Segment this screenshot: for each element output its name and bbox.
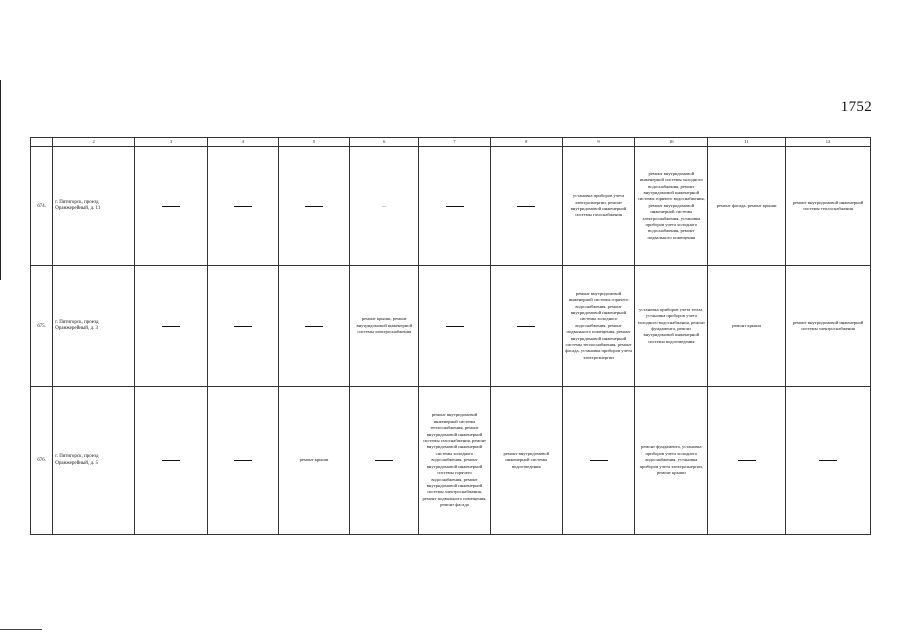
work-cell: ремонт крыши, ремонт внутридомовой инженерной системы электроснабжения [350, 266, 419, 387]
empty-cell [207, 387, 278, 535]
dash [162, 206, 180, 207]
empty-cell [708, 387, 786, 535]
empty-cell [278, 147, 350, 266]
column-number-row [31, 138, 871, 147]
dash [819, 460, 837, 461]
dash [162, 326, 180, 327]
work-cell: ремонт фасада, ремонт крыши [708, 147, 786, 266]
page-number: 1752 [840, 99, 872, 115]
column-number: 6 [350, 138, 419, 147]
empty-cell [350, 387, 419, 535]
row-number: 676. [31, 387, 53, 535]
empty-cell [135, 266, 208, 387]
row-number: 675. [31, 266, 53, 387]
dash [446, 206, 464, 207]
table-row [31, 387, 871, 535]
work-cell: ремонт внутридомовой инженерной системы горячего водоснабжения, ремонт внутридомовой инженерной системы холодного водоснабжения, ремонт подвального помещения, ремонт внутридомовой инженерной системы теплоснабжения, ремонт фасада, установка приборов учета электроэнергии [562, 266, 635, 387]
column-number: 8 [490, 138, 562, 147]
dash [234, 460, 252, 461]
column-number: 12 [786, 138, 871, 147]
table-row [31, 266, 871, 387]
work-cell: ремонт внутридомовой инженерной системы электроснабжения [786, 266, 871, 387]
empty-cell [135, 387, 208, 535]
work-cell: ремонт фундамента, установка приборов учета холодного водоснабжения, установка приборов учета электроэнергии, ремонт крыши [635, 387, 708, 535]
dash [517, 206, 535, 207]
dash [234, 326, 252, 327]
empty-cell [490, 266, 562, 387]
left-margin-rule [0, 80, 1, 280]
dash [305, 206, 323, 207]
address-cell: г. Пятигорск, проезд Оранжерейный, д. 3 [53, 266, 135, 387]
column-number: 5 [278, 138, 350, 147]
empty-cell [786, 387, 871, 535]
empty-cell [419, 147, 491, 266]
dash [590, 460, 608, 461]
empty-cell [278, 266, 350, 387]
work-cell: установка приборов учета тепла, установка приборов учета холодного водоснабжения, ремонт фундамента, ремонт внутридомовой инженерной системы водоотведения [635, 266, 708, 387]
column-number: 7 [419, 138, 491, 147]
dash [446, 326, 464, 327]
empty-cell [562, 387, 635, 535]
table-row [31, 147, 871, 266]
work-cell: ремонт крыши [278, 387, 350, 535]
address-cell: г. Пятигорск, проезд Оранжерейный, д. 11 [53, 147, 135, 266]
dash [375, 460, 393, 461]
work-cell: ремонт внутридомовой инженерной системы теплоснабжения, ремонт внутридомовой инженерной системы газоснабжения, ремонт внутридомовой инженерной системы холодного водоснабжения, ремонт внутридомовой инженерной системы горячего водоснабжения, ремонт внутридомовой инженерной системы электроснабжения, ремонт подвального помещения, ремонт фасада [419, 387, 491, 535]
works-table [30, 137, 871, 535]
column-number: 9 [562, 138, 635, 147]
work-cell: — [350, 147, 419, 266]
bottom-margin-mark [0, 629, 42, 630]
row-number: 674. [31, 147, 53, 266]
column-number: 3 [135, 138, 208, 147]
work-cell: ремонт внутридомовой инженерной системы теплоснабжения [786, 147, 871, 266]
dash [305, 326, 323, 327]
dash [234, 206, 252, 207]
empty-cell [419, 266, 491, 387]
empty-cell [207, 266, 278, 387]
empty-cell [135, 147, 208, 266]
column-number: 10 [635, 138, 708, 147]
address-cell: г. Пятигорск, проезд Оранжерейный, д. 5 [53, 387, 135, 535]
column-number: 2 [53, 138, 135, 147]
column-number [31, 138, 53, 147]
column-number: 11 [708, 138, 786, 147]
work-cell: установка приборов учета электроэнергии, ремонт внутридомовой инженерной системы газоснабжения [562, 147, 635, 266]
empty-cell [207, 147, 278, 266]
dash [517, 326, 535, 327]
work-cell: ремонт внутридомовой инженерной системы водоотведения [490, 387, 562, 535]
empty-cell [490, 147, 562, 266]
dash [738, 460, 756, 461]
work-cell: ремонт внутридомовой инженерной системы холодного водоснабжения, ремонт внутридомовой инженерной системы горячего водоснабжения, ремонт внутридомовой инженерной системы электроснабжения, установка приборов учета холодного водоснабжения, ремонт подвального помещения [635, 147, 708, 266]
dash [162, 460, 180, 461]
column-number: 4 [207, 138, 278, 147]
work-cell: ремонт крыши [708, 266, 786, 387]
